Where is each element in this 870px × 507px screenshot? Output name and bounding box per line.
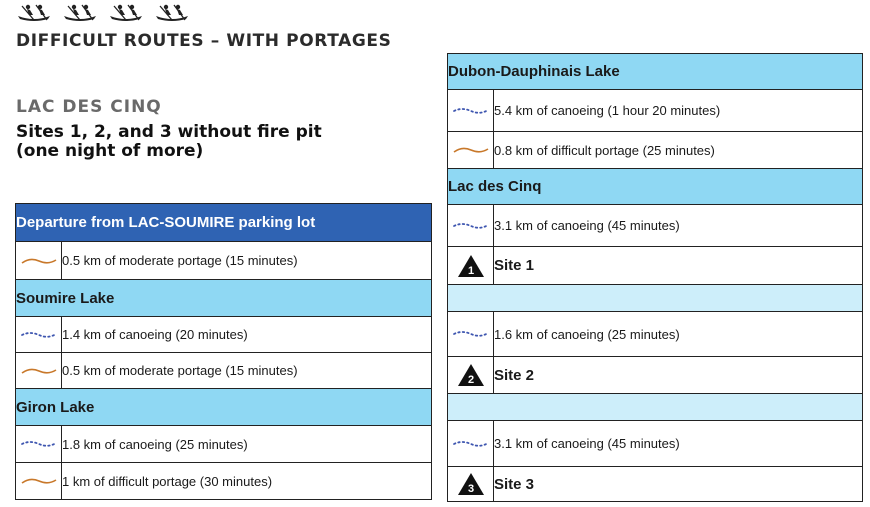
spacer-row <box>448 285 863 312</box>
route-step-text: 3.1 km of canoeing (45 minutes) <box>494 421 863 467</box>
lake-header-row <box>448 169 863 205</box>
site-label: Site 3 <box>494 467 863 502</box>
spacer-band <box>448 394 863 421</box>
departure-suffix: parking lot <box>234 214 316 231</box>
departure-header <box>16 204 432 242</box>
lake-header: Soumire Lake <box>16 280 432 317</box>
site-row <box>448 467 863 502</box>
table-row <box>16 353 432 389</box>
site-number: 3 <box>467 483 474 495</box>
route-step-text: 1.6 km of canoeing (25 minutes) <box>494 312 863 357</box>
portage-line-icon <box>16 353 62 389</box>
departure-prefix: Departure from <box>16 214 129 231</box>
table-row <box>16 463 432 500</box>
site-label: Site 1 <box>494 247 863 285</box>
table-row <box>16 317 432 353</box>
table-row <box>16 426 432 463</box>
table-row <box>16 242 432 280</box>
lake-header-row <box>16 389 432 426</box>
table-row <box>448 312 863 357</box>
canoe-icon <box>108 2 144 22</box>
lake-header: Dubon-Dauphinais Lake <box>448 54 863 90</box>
route-step-text: 1.4 km of canoeing (20 minutes) <box>62 317 432 353</box>
canoe-dotted-line-icon <box>448 90 494 132</box>
portage-line-icon <box>16 242 62 280</box>
departure-row <box>16 204 432 242</box>
sites-description-line: Sites 1, 2, and 3 without fire pit <box>16 122 322 142</box>
route-step-text: 3.1 km of canoeing (45 minutes) <box>494 205 863 247</box>
spacer-row <box>448 394 863 421</box>
sites-description <box>16 123 416 161</box>
section-title: LAC DES CINQ <box>16 97 162 117</box>
canoe-icon <box>154 2 190 22</box>
lake-header-row <box>448 54 863 90</box>
table-row <box>448 132 863 169</box>
difficulty-icons <box>16 2 190 22</box>
right-route-table <box>447 53 863 502</box>
table-row <box>448 90 863 132</box>
left-route-table <box>15 203 432 500</box>
lake-header: Giron Lake <box>16 389 432 426</box>
lake-header: Lac des Cinq <box>448 169 863 205</box>
route-step-text: 0.8 km of difficult portage (25 minutes) <box>494 132 863 169</box>
canoe-icon <box>16 2 52 22</box>
site-number: 1 <box>467 264 474 277</box>
route-step-text: 5.4 km of canoeing (1 hour 20 minutes) <box>494 90 863 132</box>
route-step-text: 0.5 km of moderate portage (15 minutes) <box>62 353 432 389</box>
spacer-band <box>448 285 863 312</box>
departure-place: LAC-SOUMIRE <box>128 214 235 231</box>
canoe-dotted-line-icon <box>448 205 494 247</box>
site-label: Site 2 <box>494 357 863 394</box>
table-row <box>448 205 863 247</box>
portage-line-icon <box>16 463 62 500</box>
canoe-dotted-line-icon <box>16 317 62 353</box>
portage-line-icon <box>448 132 494 169</box>
campsite-triangle-icon <box>448 467 494 502</box>
route-step-text: 1 km of difficult portage (30 minutes) <box>62 463 432 500</box>
site-row <box>448 247 863 285</box>
table-row <box>448 421 863 467</box>
campsite-triangle-icon <box>448 357 494 394</box>
canoe-icon <box>62 2 98 22</box>
site-number: 2 <box>467 374 474 386</box>
route-step-text: 0.5 km of moderate portage (15 minutes) <box>62 242 432 280</box>
page-title: DIFFICULT ROUTES – WITH PORTAGES <box>16 31 392 51</box>
route-step-text: 1.8 km of canoeing (25 minutes) <box>62 426 432 463</box>
canoe-dotted-line-icon <box>448 312 494 357</box>
canoe-dotted-line-icon <box>16 426 62 463</box>
site-row <box>448 357 863 394</box>
lake-header-row <box>16 280 432 317</box>
canoe-dotted-line-icon <box>448 421 494 467</box>
sites-description-line: (one night of more) <box>16 141 204 161</box>
campsite-triangle-icon <box>448 247 494 285</box>
